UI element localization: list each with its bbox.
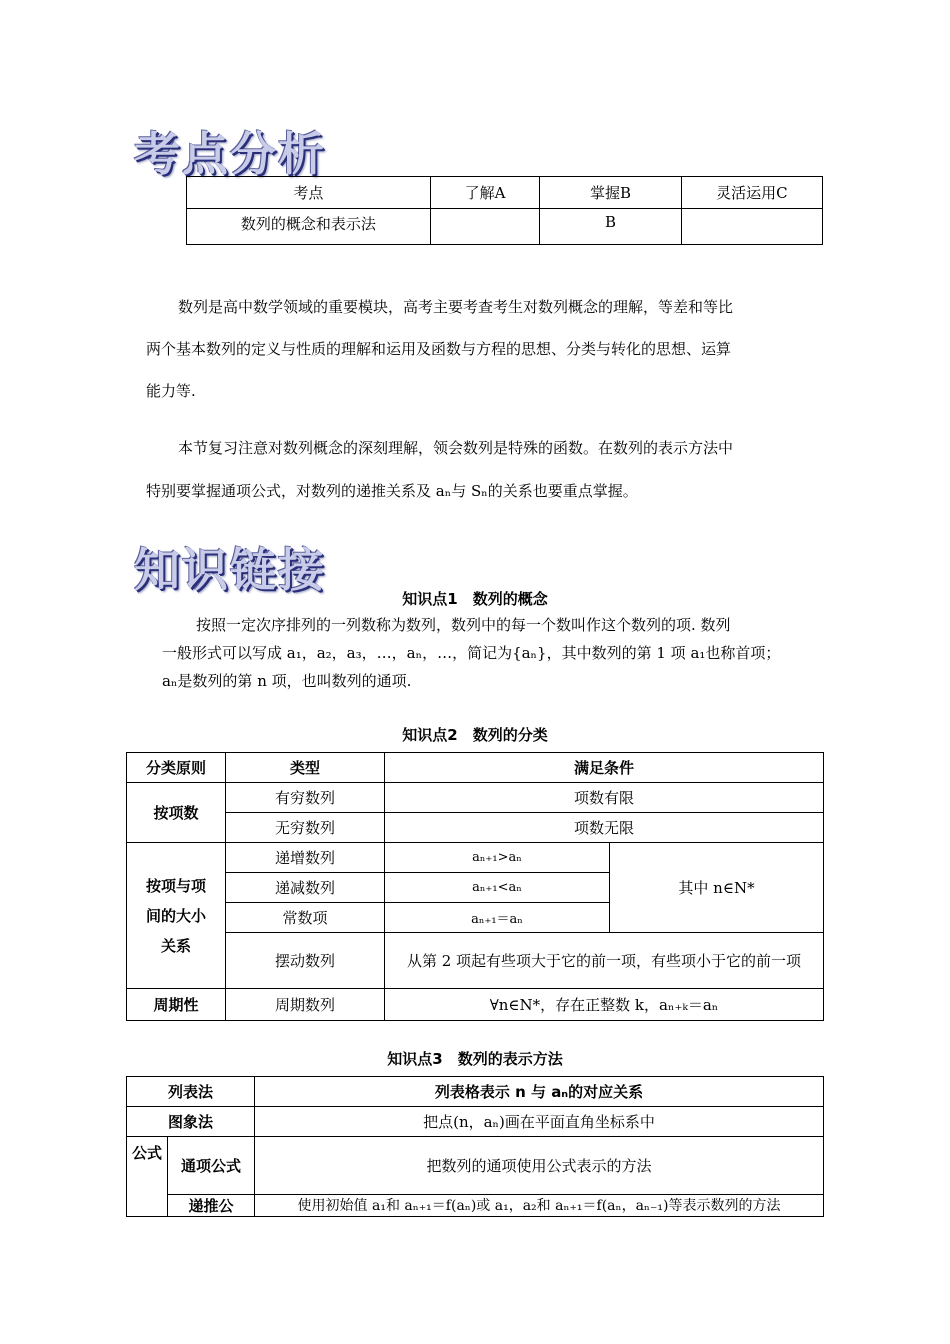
- kp2-title: 知识点2 数列的分类: [402, 726, 548, 744]
- review-line: 特别要掌握通项公式，对数列的递推关系及 aₙ与 Sₙ的关系也要重点掌握。: [146, 482, 638, 500]
- table-cell: 从第 2 项起有些项大于它的前一项，有些项小于它的前一项: [385, 933, 824, 989]
- table-cell: ∀n∈N*，存在正整数 k，aₙ₊ₖ＝aₙ: [385, 989, 824, 1021]
- table-cell: 项数无限: [385, 813, 824, 843]
- table-cell: 有穷数列: [226, 783, 385, 813]
- classification-table: [126, 752, 824, 1021]
- table-cell: 把数列的通项使用公式表示的方法: [255, 1137, 824, 1195]
- header-cell: 考点: [187, 177, 431, 209]
- kp1-line: 按照一定次序排列的一列数称为数列，数列中的每一个数叫作这个数列的项. 数列: [196, 616, 731, 634]
- kp1-line: 一般形式可以写成 a₁，a₂，a₃，…，aₙ，…，简记为{aₙ}，其中数列的第 1 项 a₁也称首项；: [162, 644, 781, 662]
- section-heading-knowledge: 知识链接: [134, 543, 326, 597]
- intro-line: 数列是高中数学领域的重要模块，高考主要考查考生对数列概念的理解，等差和等比: [178, 298, 734, 316]
- header-cell: 类型: [226, 753, 385, 783]
- exam-points-table: [186, 176, 823, 245]
- table-cell: [681, 209, 822, 245]
- kp1-line: aₙ是数列的第 n 项，也叫数列的通项.: [162, 672, 412, 690]
- intro-line: 两个基本数列的定义与性质的理解和运用及函数与方程的思想、分类与转化的思想、运算: [146, 340, 732, 358]
- table-cell: B: [540, 209, 681, 245]
- table-cell: 周期数列: [226, 989, 385, 1021]
- review-line: 本节复习注意对数列概念的深刻理解，领会数列是特殊的函数。在数列的表示方法中: [178, 439, 734, 457]
- header-cell: 灵活运用C: [681, 177, 822, 209]
- table-cell: 项数有限: [385, 783, 824, 813]
- table-cell: 数列的概念和表示法: [187, 209, 431, 245]
- section-heading-analysis: 考点分析: [134, 127, 326, 181]
- kp3-title: 知识点3 数列的表示方法: [387, 1050, 563, 1068]
- table-cell: aₙ₊₁＝aₙ: [385, 903, 610, 933]
- table-cell: 摆动数列: [226, 933, 385, 989]
- representation-table: [126, 1076, 824, 1217]
- table-cell: 递推公: [168, 1195, 255, 1217]
- table-cell: 递减数列: [226, 873, 385, 903]
- table-cell: 常数项: [226, 903, 385, 933]
- table-cell: 公式: [127, 1137, 168, 1217]
- table-cell: 通项公式: [168, 1137, 255, 1195]
- table-cell: [430, 209, 540, 245]
- table-cell: 递增数列: [226, 843, 385, 873]
- table-cell: 使用初始值 a₁和 aₙ₊₁＝f(aₙ)或 a₁，a₂和 aₙ₊₁＝f(aₙ，aₙ₋₁)等表示数列的方法: [255, 1195, 824, 1217]
- group-cell: 按项数: [127, 783, 226, 843]
- header-cell: 满足条件: [385, 753, 824, 783]
- table-cell: 列表格表示 n 与 aₙ的对应关系: [255, 1077, 824, 1107]
- table-cell: aₙ₊₁>aₙ: [385, 843, 610, 873]
- header-cell: 分类原则: [127, 753, 226, 783]
- kp1-title: 知识点1 数列的概念: [402, 590, 548, 608]
- table-cell: 图象法: [127, 1107, 255, 1137]
- intro-line: 能力等.: [146, 382, 196, 400]
- table-cell: 列表法: [127, 1077, 255, 1107]
- header-cell: 了解A: [430, 177, 540, 209]
- group-cell: 按项与项间的大小关系: [127, 843, 226, 989]
- group-cell: 周期性: [127, 989, 226, 1021]
- table-cell: 其中 n∈N*: [610, 843, 824, 933]
- table-cell: aₙ₊₁<aₙ: [385, 873, 610, 903]
- header-cell: 掌握B: [540, 177, 681, 209]
- table-cell: 无穷数列: [226, 813, 385, 843]
- table-cell: 把点(n，aₙ)画在平面直角坐标系中: [255, 1107, 824, 1137]
